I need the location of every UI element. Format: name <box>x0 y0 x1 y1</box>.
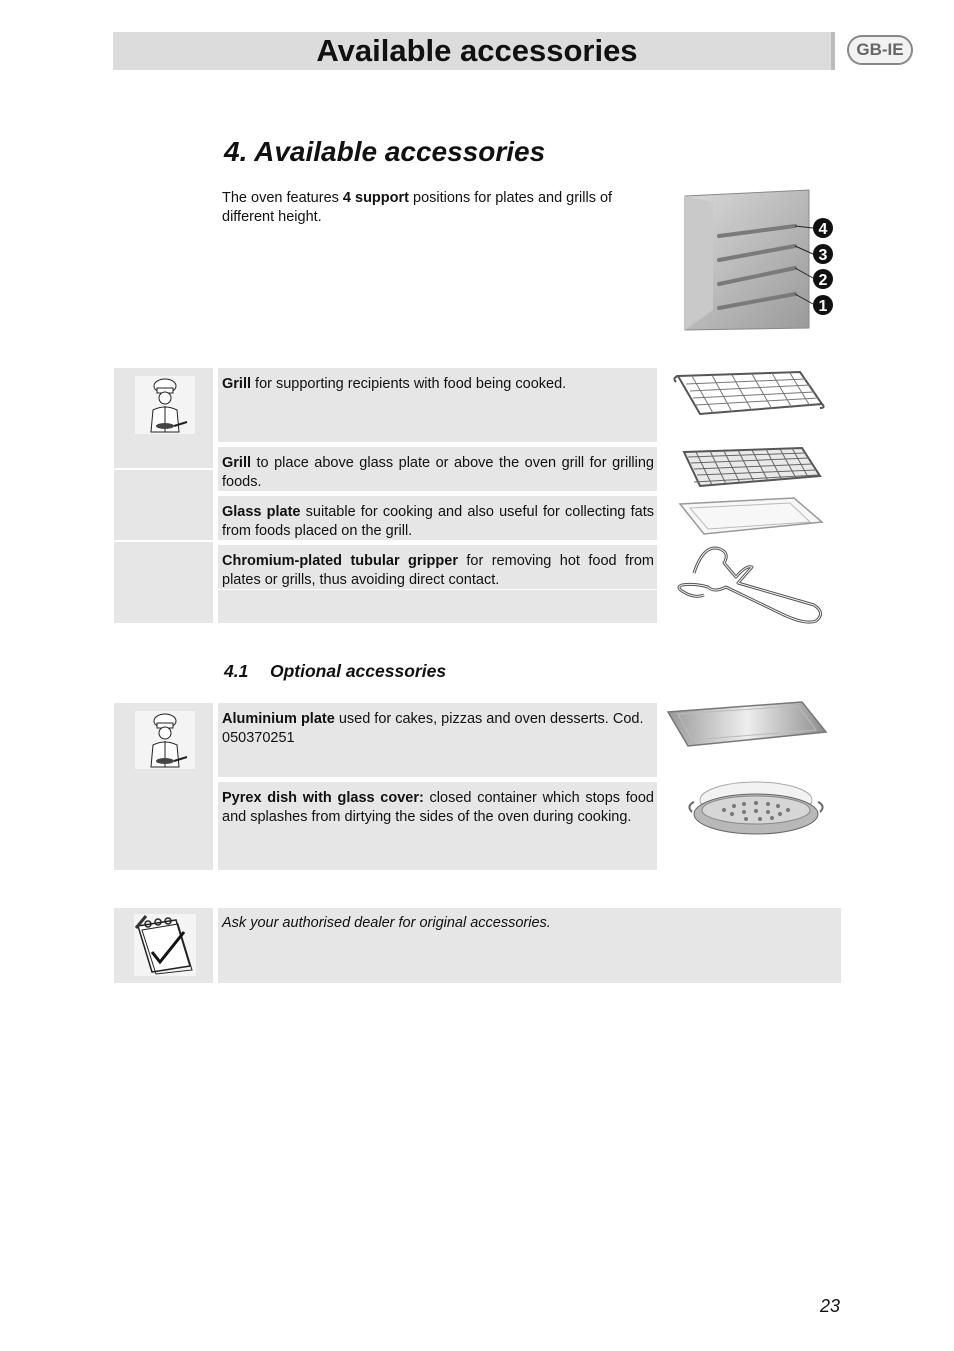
svg-text:4: 4 <box>818 221 828 238</box>
chef-icon <box>135 711 195 769</box>
position-1-marker <box>813 295 833 315</box>
notepad-check-icon <box>134 914 196 976</box>
position-3-marker <box>813 244 833 264</box>
row-divider <box>218 589 657 590</box>
optional-pyrex-dish: Pyrex dish with glass cover: closed container which stops food and splashes from dirtying the sides of the oven during cooking. <box>222 790 654 825</box>
subsection-heading: 4.1 Optional accessories <box>224 661 447 681</box>
page-header-title: Available accessories <box>316 33 638 68</box>
page-number: 23 <box>820 1296 841 1316</box>
accessory-grill-1: Grill for supporting recipients with food being cooked. <box>222 376 567 392</box>
pyrex-dish-illustration <box>684 774 830 844</box>
position-4-marker <box>813 218 833 238</box>
accessory-grill-2: Grill to place above glass plate or above the oven grill for grilling foods. <box>222 455 654 490</box>
row-divider <box>114 468 213 470</box>
grill-rack-illustration <box>676 446 826 494</box>
language-badge: GB-IE <box>847 35 913 65</box>
intro-paragraph: The oven features 4 support positions for plates and grills of different height. <box>222 190 613 225</box>
glass-plate-illustration <box>676 496 826 540</box>
section-heading: 4. Available accessories <box>224 136 546 167</box>
svg-text:3: 3 <box>818 247 828 264</box>
optional-aluminium-plate: Aluminium plate used for cakes, pizzas and oven desserts. Cod. 050370251 <box>222 711 644 746</box>
aluminium-plate-illustration <box>664 700 828 750</box>
svg-text:2: 2 <box>818 272 828 289</box>
accessory-glass-plate: Glass plate suitable for cooking and also useful for collecting fats from foods placed on the grill. <box>222 504 654 539</box>
svg-text:1: 1 <box>818 298 828 315</box>
row-divider <box>114 540 213 542</box>
tubular-gripper-illustration <box>674 543 826 627</box>
grill-rack-illustration <box>672 370 828 422</box>
oven-shelf-positions-illustration <box>683 188 839 334</box>
chef-icon <box>135 376 195 434</box>
position-2-marker <box>813 269 833 289</box>
note-text: Ask your authorised dealer for original accessories. <box>222 915 551 931</box>
accessory-gripper: Chromium-plated tubular gripper for removing hot food from plates or grills, thus avoiding direct contact. <box>222 553 655 588</box>
